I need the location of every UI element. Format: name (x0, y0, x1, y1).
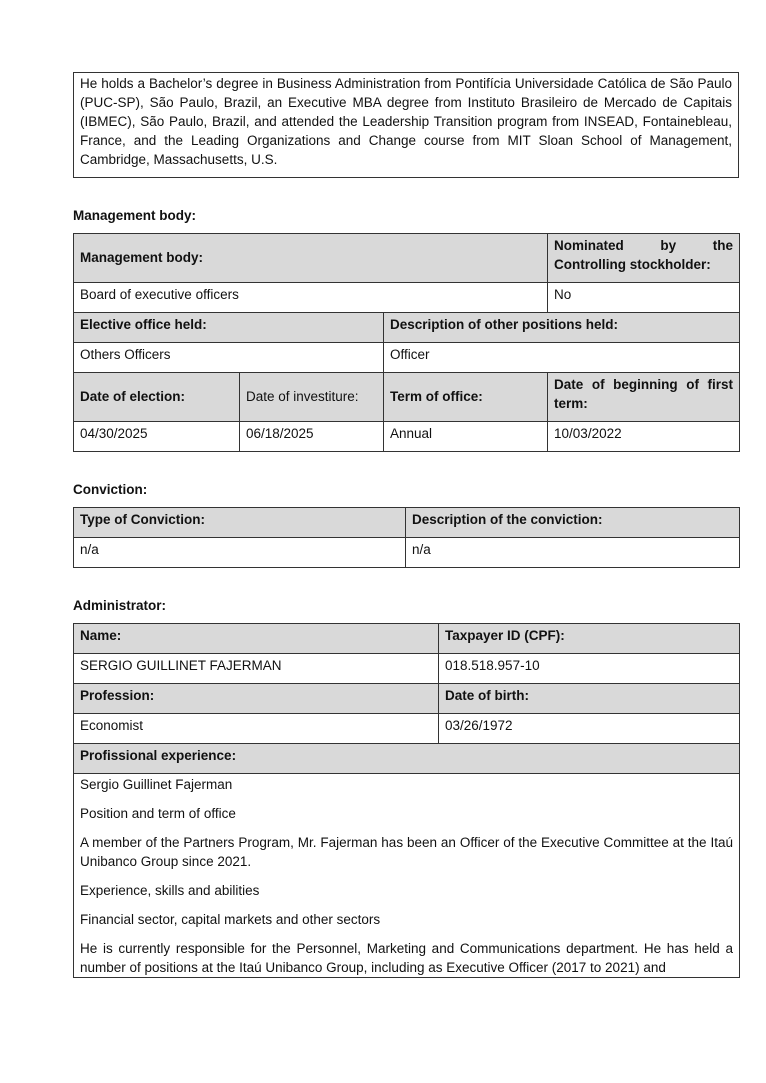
experience-paragraph: He is currently responsible for the Personnel, Marketing and Communications department. He has held a number of positions at the Itaú Unibanco Group, including as Executive Officer (2017 to 2021) and (80, 941, 733, 975)
administrator-section-title: Administrator: (73, 598, 167, 613)
conviction-description-value: n/a (406, 538, 740, 568)
management-body-value: Board of executive officers (74, 283, 548, 313)
first-term-date-value: 10/03/2022 (548, 422, 740, 452)
taxpayer-id-value: 018.518.957-10 (439, 654, 740, 684)
management-body-table (73, 233, 740, 452)
conviction-table (73, 507, 740, 568)
professional-experience-cell (74, 774, 740, 978)
header-term-of-office: Term of office: (384, 373, 548, 422)
investiture-date-value: 06/18/2025 (240, 422, 384, 452)
header-nominated-by-controlling-stockholder: Nominated by the Controlling stockholder: (548, 234, 740, 283)
experience-paragraph: Financial sector, capital markets and other sectors (80, 912, 381, 927)
header-elective-office: Elective office held: (74, 313, 384, 343)
conviction-section-title: Conviction: (73, 482, 148, 497)
header-date-beginning-first-term: Date of beginning of first term: (548, 373, 740, 422)
document-page (73, 72, 739, 978)
election-date-value: 04/30/2025 (74, 422, 240, 452)
experience-paragraph: Position and term of office (80, 806, 236, 821)
experience-paragraph: A member of the Partners Program, Mr. Fajerman has been an Officer of the Executive Committee at the Itaú Unibanco Group since 2021. (80, 835, 733, 869)
administrator-name-value: SERGIO GUILLINET FAJERMAN (74, 654, 439, 684)
header-other-positions: Description of other positions held: (384, 313, 740, 343)
header-management-body: Management body: (74, 234, 548, 283)
header-taxpayer-id: Taxpayer ID (CPF): (439, 624, 740, 654)
header-name: Name: (74, 624, 439, 654)
term-of-office-value: Annual (384, 422, 548, 452)
experience-paragraph: Experience, skills and abilities (80, 883, 260, 898)
nominated-value: No (548, 283, 740, 313)
header-description-of-conviction: Description of the conviction: (406, 508, 740, 538)
education-bio-box (73, 72, 739, 178)
header-date-of-birth: Date of birth: (439, 684, 740, 714)
other-positions-value: Officer (384, 343, 740, 373)
management-section-title: Management body: (73, 208, 197, 223)
header-professional-experience: Profissional experience: (74, 744, 740, 774)
header-date-of-investiture: Date of investiture: (240, 373, 384, 422)
header-date-of-election: Date of election: (74, 373, 240, 422)
header-profession: Profession: (74, 684, 439, 714)
profession-value: Economist (74, 714, 439, 744)
education-bio-text: He holds a Bachelor’s degree in Business Administration from Pontifícia Universidade Católica de São Paulo (PUC-SP), São Paulo, Brazil, an Executive MBA degree from Instituto Brasileiro de Mercado de Capitais (IBMEC), São Paulo, Brazil, and attended the Leadership Transition program from INSEAD, Fontainebleau, France, and the Leading Organizations and Change course from MIT Sloan School of Management, Cambridge, Massachusetts, U.S. (80, 76, 732, 167)
date-of-birth-value: 03/26/1972 (439, 714, 740, 744)
administrator-table (73, 623, 740, 978)
conviction-type-value: n/a (74, 538, 406, 568)
elective-office-value: Others Officers (74, 343, 384, 373)
header-type-of-conviction: Type of Conviction: (74, 508, 406, 538)
experience-paragraph: Sergio Guillinet Fajerman (80, 777, 233, 792)
